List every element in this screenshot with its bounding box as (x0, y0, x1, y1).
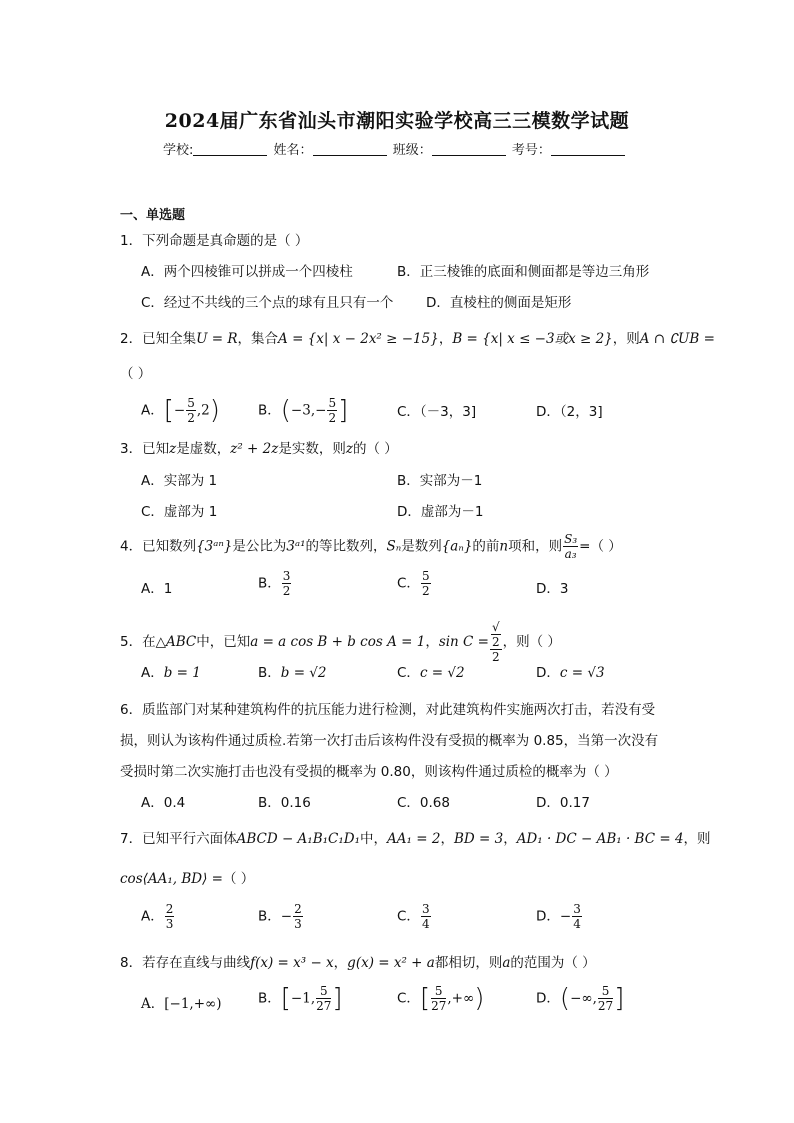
q7-a-label: A． (141, 908, 164, 925)
q8-c-den: 27 (431, 999, 447, 1013)
q6-line-2: 损，则认为该构件通过质检.若第一次打击后该构件没有受损的概率为 0.85，当第一次没有 (120, 733, 659, 749)
q7-cos-line (120, 867, 254, 887)
q7-c-label: C． (397, 908, 420, 925)
q4-an: {aₙ} (441, 538, 473, 555)
q7-d-frac (572, 902, 582, 931)
q7-dot: AD₁ · DC − AB₁ · BC = 4 (516, 831, 684, 847)
q5-stem: 5．在△ABC中，已知a = a cos B + b cos A = 1，sin C = √ 2 2 ，则（ ） (120, 620, 561, 664)
q7-a-num: 2 (165, 902, 174, 916)
q4-ratio: 3ᵃ¹ (286, 538, 306, 555)
class-label: 班级： (392, 143, 432, 158)
q2-paren: （ ） (120, 366, 152, 382)
class-blank[interactable] (432, 143, 506, 156)
school-blank[interactable] (193, 143, 267, 156)
q4-stem-mid: 是公比为 (232, 538, 287, 555)
q4-stem (120, 532, 622, 561)
q8-c-label: C． (397, 990, 420, 1007)
q4-n: n (499, 538, 509, 555)
q7-option-d[interactable]: D．− $\frac{3}{4}$ (536, 902, 581, 931)
q7-b-num: 2 (294, 902, 302, 916)
q7-c-den: 4 (421, 917, 430, 931)
q4-stem-mid4: 的前 (472, 538, 500, 555)
q7-stem-pre: 7．已知平行六面体 (120, 831, 237, 847)
q5-triangle: △ABC (155, 634, 197, 650)
q4-stem-mid5: 项和，则 (508, 538, 563, 555)
q8-a-var: a (502, 955, 511, 971)
q4-frac (563, 532, 578, 561)
section-heading: 一、单选题 (120, 208, 186, 223)
q7-d-den: 4 (573, 917, 581, 931)
q5-d-label: D． (536, 665, 560, 681)
exam-no-label: 考号： (511, 143, 551, 158)
q5-option-d[interactable] (536, 661, 605, 681)
q7-stem-mid: 中， (360, 831, 388, 847)
q2-stem: 2．已知全集U = R，集合A = {x| x − 2x² ≥ −15}，B = {x| x ≤ −3或x ≥ 2}，则A ∩ ∁UB = (120, 331, 715, 347)
q3-expr: z² + 2z (230, 441, 279, 457)
q2-option-b-label: B． (258, 402, 281, 419)
q4-option-b-label: B． (258, 575, 281, 592)
q8-d-num: 5 (598, 984, 613, 999)
name-blank[interactable] (313, 143, 387, 156)
q6-option-c[interactable]: C．0.68 (397, 795, 450, 811)
q5-a-expr: b = 1 (163, 665, 201, 681)
q5-den: 2 (491, 650, 500, 664)
q2-set-b: B = {x| x ≤ −3或x ≥ 2} (452, 331, 613, 347)
q3-option-a[interactable]: A．实部为 1 (141, 473, 218, 489)
q5-stem-end: ，则（ ） (502, 634, 561, 650)
q8-option-d[interactable]: D．(−∞, $\frac{5}{27}$ ] (536, 983, 625, 1014)
q4-sn: Sₙ (386, 538, 402, 555)
q6-option-a[interactable]: A．0.4 (141, 795, 186, 811)
q4-b-num: 3 (282, 569, 291, 583)
q8-stem-end: 的范围为（ ） (510, 955, 596, 971)
q6-option-d[interactable]: D．0.17 (536, 795, 590, 811)
q6-option-b[interactable]: B．0.16 (258, 795, 311, 811)
q7-option-b[interactable]: B．− $\frac{2}{3}$ (258, 902, 302, 931)
q7-c-num: 3 (421, 902, 430, 916)
q8-option-c[interactable]: C．[ $\frac{5}{27}$ ,+∞) (397, 983, 485, 1014)
q6-line-1: 6．质监部门对某种建筑构件的抗压能力进行检测，对此建筑构件实施两次打击，若没有受 (120, 702, 656, 718)
q1-stem: 1．下列命题是真命题的是（ ） (120, 233, 309, 249)
q3-stem-pre: 3．已知 (120, 441, 170, 457)
q5-a-label: A． (141, 665, 164, 681)
q5-option-b[interactable] (258, 661, 327, 681)
q5-b-label: B． (258, 665, 281, 681)
q6-line-3: 受损时第二次实施打击也没有受损的概率为 0.80，则该构件通过质检的概率为（ ） (120, 764, 618, 780)
q5-d-expr: c = √3 (559, 665, 605, 681)
q3-stem-mid: 是虚数， (176, 441, 231, 457)
q4-stem-mid3: 是数列 (401, 538, 442, 555)
q7-b-label: B． (258, 908, 281, 925)
q7-option-c[interactable] (397, 902, 432, 931)
q8-stem: 8．若存在直线与曲线f(x) = x³ − x，g(x) = x² + a都相切，则a的范围为（ ） (120, 955, 596, 971)
q3-stem-end: 的（ ） (352, 441, 398, 457)
q2-option-c[interactable]: C．（－3，3] (397, 404, 477, 420)
q1-option-c[interactable]: C．经过不共线的三个点的球有且只有一个 (141, 295, 394, 311)
exam-no-blank[interactable] (551, 143, 625, 156)
q7-option-a[interactable] (141, 902, 175, 931)
q5-option-a[interactable] (141, 661, 201, 681)
q3-option-b[interactable]: B．实部为－1 (397, 473, 483, 489)
q5-b-expr: b = √2 (280, 665, 327, 681)
q8-stem-mid: 都相切，则 (434, 955, 503, 971)
q2-stem-mid: ，集合 (237, 331, 279, 347)
name-label: 姓名： (273, 143, 313, 158)
q8-option-b[interactable]: B．[−1, $\frac{5}{27}$ ] (258, 983, 343, 1014)
q8-b-den: 27 (316, 999, 332, 1013)
q3-option-d[interactable]: D．虚部为－1 (397, 504, 484, 520)
q4-c-frac (421, 569, 431, 598)
q3-stem (120, 437, 398, 457)
q3-z: z (169, 441, 177, 457)
q8-option-a[interactable]: A．[−1,+∞) (141, 996, 222, 1012)
q8-b-frac (316, 984, 331, 1013)
q5-frac: √ 2 2 (491, 620, 500, 664)
q4-option-a[interactable]: A．1 (141, 581, 173, 597)
q3-z-2: z (345, 441, 353, 457)
q2-a-frac: $\frac{5}{2}$ (187, 396, 195, 425)
q2-ask: A ∩ ∁UB = (639, 331, 715, 347)
q1-option-d[interactable]: D．直棱柱的侧面是矩形 (426, 295, 572, 311)
q7-c-frac (421, 902, 431, 931)
q7-d-num: 3 (573, 902, 581, 916)
q1-option-a[interactable]: A．两个四棱锥可以拼成一个四棱柱 (141, 264, 353, 280)
q7-b-frac (293, 902, 303, 931)
q2-option-d[interactable]: D．（2，3] (536, 404, 603, 420)
q4-seq: {3ᵃⁿ} (196, 538, 233, 555)
q4-option-d[interactable]: D．3 (536, 581, 569, 597)
q4-option-b[interactable] (258, 569, 292, 598)
q7-paren: （ ） (223, 871, 255, 887)
q2-option-a-label: A． (141, 402, 164, 419)
q3-stem-mid2: 是实数，则 (278, 441, 346, 457)
q2-option-a[interactable]: A．[− $\frac{5}{2}$ ,2) (141, 395, 220, 426)
q5-sqrt: 2 (491, 635, 500, 649)
q8-b-label: B． (258, 990, 281, 1007)
q5-sinc: sin C = (438, 634, 489, 650)
q2-b-frac: $\frac{5}{2}$ (328, 396, 337, 425)
q8-c-frac (431, 984, 446, 1013)
q8-d-label: D． (536, 990, 560, 1007)
q4-b-frac (282, 569, 292, 598)
q4-stem-end: =（ ） (579, 538, 622, 555)
q4-c-num: 5 (421, 569, 430, 583)
q4-stem-pre: 4．已知数列 (120, 538, 197, 555)
q8-d-den: 27 (597, 999, 614, 1013)
q3-option-c[interactable]: C．虚部为 1 (141, 504, 218, 520)
page-title: 2024届广东省汕头市潮阳实验学校高三三模数学试题 (164, 110, 630, 132)
q4-stem-mid2: 的等比数列， (305, 538, 387, 555)
q7-a-frac (165, 902, 175, 931)
q7-solid: ABCD − A₁B₁C₁D₁ (236, 831, 361, 847)
q7-cos: cos⟨AA₁, BD⟩ = (120, 871, 223, 887)
q8-c-num: 5 (431, 984, 446, 999)
q4-c-den: 2 (421, 584, 430, 598)
q4-option-c[interactable] (397, 569, 432, 598)
q2-stem-pre: 2．已知全集 (120, 331, 197, 347)
q4-frac-num: S₃ (564, 532, 578, 546)
q8-g: g(x) = x² + a (347, 955, 435, 971)
q5-equation: a = a cos B + b cos A = 1 (250, 634, 426, 650)
school-label: 学校: (163, 143, 194, 158)
q5-c-expr: c = √2 (419, 665, 465, 681)
q7-stem-end: ，则 (683, 831, 711, 847)
q7-aa1: AA₁ = 2 (387, 831, 441, 847)
q4-b-den: 2 (282, 584, 291, 598)
q4-frac-den: a₃ (564, 547, 577, 561)
q2-set-a: A = {x| x − 2x² ≥ −15} (278, 331, 439, 347)
q5-c-label: C． (397, 665, 420, 681)
q5-stem-mid: 中，已知 (196, 634, 251, 650)
q5-option-c[interactable] (397, 661, 465, 681)
q5-stem-pre: 5．在 (120, 634, 156, 650)
q7-d-label: D． (536, 908, 560, 925)
q8-d-frac (598, 984, 613, 1013)
q8-f: f(x) = x³ − x (250, 955, 334, 971)
q7-bd: BD = 3 (453, 831, 504, 847)
q1-option-b[interactable]: B．正三棱锥的底面和侧面都是等边三角形 (397, 264, 650, 280)
q8-stem-pre: 8．若存在直线与曲线 (120, 955, 251, 971)
q7-b-den: 3 (294, 917, 302, 931)
q2-universal-set: U = R (196, 331, 238, 347)
q4-option-c-label: C． (397, 575, 420, 592)
q2-stem-end: ，则 (612, 331, 640, 347)
q7-stem: 7．已知平行六面体ABCD − A₁B₁C₁D₁中，AA₁ = 2，BD = 3，AD₁ · DC − AB₁ · BC = 4，则 (120, 831, 711, 847)
q2-option-b[interactable]: B．(−3,− $\frac{5}{2}$ ] (258, 395, 349, 426)
q8-b-num: 5 (316, 984, 331, 999)
q7-a-den: 3 (165, 917, 174, 931)
student-info-line (163, 139, 627, 158)
